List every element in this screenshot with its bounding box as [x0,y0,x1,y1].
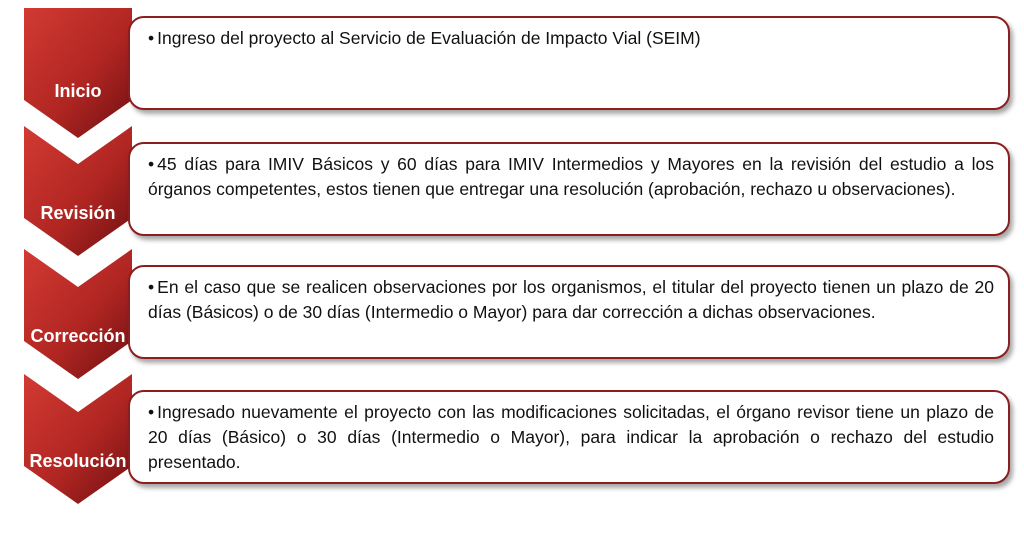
step-description-box [128,16,1010,110]
chevron-arrow-icon [22,126,134,258]
bullet-icon: • [148,277,155,297]
step-description-box [128,142,1010,236]
bullet-icon: • [148,402,155,422]
chevron-arrow-icon [22,8,134,140]
step-description-box [128,265,1010,359]
bullet-icon: • [148,154,155,174]
chevron-arrow-icon [22,374,134,506]
step-description: Ingreso del proyecto al Servicio de Evaluación de Impacto Vial (SEIM) [157,28,701,48]
step-description: En el caso que se realicen observaciones por los organismos, el titular del proyecto tienen un plazo de 20 días (Básicos) o de 30 días (Intermedio o Mayor) para dar corrección a dichas observaciones. [148,277,994,322]
step-label: Inicio [54,81,102,101]
step-description: 45 días para IMIV Básicos y 60 días para IMIV Intermedios y Mayores en la revisión del estudio a los órganos competentes, estos tienen que entregar una resolución (aprobación, rechazo u observaciones). [148,154,994,199]
step-description: Ingresado nuevamente el proyecto con las modificaciones solicitadas, el órgano revisor tiene un plazo de 20 días (Básico) o 30 días (Intermedio o Mayor), para indicar la aprobación o rechazo del estudio presentado. [148,402,994,472]
step-label: Resolución [29,451,127,471]
step-label: Corrección [30,326,126,346]
step-label: Revisión [40,203,116,223]
chevron-arrow-icon [22,249,134,381]
bullet-icon: • [148,28,155,48]
step-description-box [128,390,1010,484]
